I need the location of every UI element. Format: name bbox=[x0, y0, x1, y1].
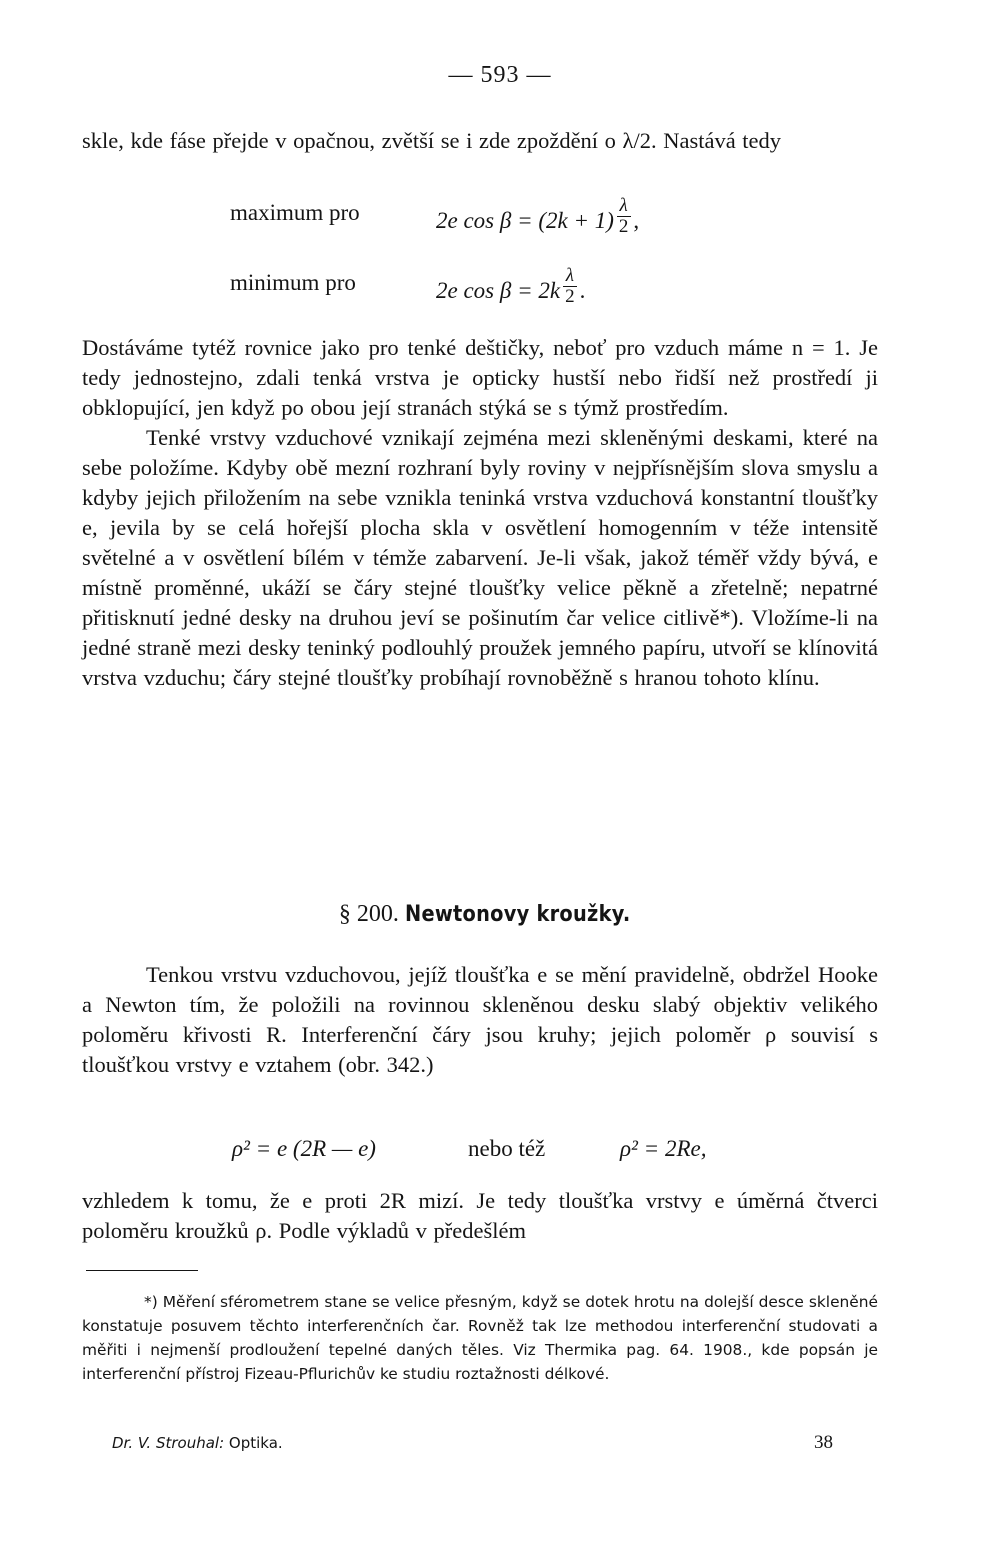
body-text-block bbox=[82, 333, 878, 693]
fraction-numerator: λ bbox=[563, 266, 577, 287]
paragraph-conclusion bbox=[82, 1186, 878, 1246]
fraction bbox=[616, 196, 632, 237]
fraction bbox=[562, 266, 578, 307]
paragraph-text: Tenkou vrstvu vzduchovou, jejíž tloušťka e se mění pravidelně, obdržel Hooke a Newton tím, že položili na rovinnou skleněnou desku slabý objektiv velikého poloměru křivosti R. Interferenční čáry jsou kruhy; jejich poloměr ρ souvisí s tloušťkou vrstvy e vztahem (obr. 342.) bbox=[82, 962, 878, 1077]
equation-tail: , bbox=[633, 207, 640, 233]
equation-left: 2e cos β = (2k + 1) bbox=[436, 207, 614, 233]
equation-body bbox=[436, 195, 640, 241]
footnote-text: *) Měření sférometrem stane se velice přesným, když se dotek hrotu na dolejší desce skleněné konstatuje posuvem těchto interferenčních čar. Rovněž tak lze methodou interferenční studovati a měřiti i nejmenší prodloužení tepelné daných těles. Viz Thermika pag. 64. 1908., kde popsán je interferenční přístroj Fizeau-Pflurichův ke studiu roztažnosti délkové. bbox=[82, 1293, 878, 1383]
footer-author: Dr. V. Strouhal: bbox=[112, 1434, 225, 1452]
paragraph-intro bbox=[82, 126, 878, 156]
fraction-numerator: λ bbox=[617, 196, 631, 217]
equation-left: ρ² = e (2R — e) bbox=[232, 1136, 376, 1161]
footer-credit bbox=[112, 1434, 283, 1452]
sheet-signature: 38 bbox=[814, 1432, 833, 1453]
fraction-denominator: 2 bbox=[618, 216, 629, 237]
paragraph-newton-rings bbox=[82, 960, 878, 1080]
footer-book: Optika. bbox=[228, 1434, 283, 1452]
equation-connector: nebo též bbox=[468, 1136, 546, 1161]
paragraph-text: vzhledem k tomu, že e proti 2R mizí. Je tedy tloušťka vrstvy e úměrná čtverci poloměru kroužků ρ. Podle výkladů v předešlém bbox=[82, 1188, 878, 1243]
section-number: § 200. bbox=[338, 901, 399, 927]
equation-right: ρ² = 2Re, bbox=[620, 1136, 707, 1161]
paragraph-text: skle, kde fáse přejde v opačnou, zvětší se i zde zpoždění o λ/2. Nastává tedy bbox=[82, 128, 782, 153]
paragraph-air-layers: Tenké vrstvy vzduchové vznikají zejména mezi skleněnými deskami, které na sebe položíme. Kdyby obě mezní rozhraní byly roviny v nejpřísnějším slova smyslu a kdyby jejich přiložením na sebe vznikla teninká vrstva vzduchová konstantní tloušťky e, jevila by se celá hořejší plocha skla v osvětlení homogenním v téže intensitě světelné a v osvětlení bílém v témže zabarvení. Je-li však, jakož téměř vždy bývá, e místně proměnné, ukáží se čáry stejné tloušťky velice pěkně a zřetelně; nepatrné přitisknutí jedné desky na druhou jeví se pošinutím čar velice citlivě*). Vložíme-li na jedné straně mezi desky teninký podlouhlý proužek jemného papíru, utvoří se klínovitá vrstva vzduchu; čáry stejné tloušťky probíhají rovnoběžně s hranou tohoto klínu. bbox=[82, 425, 878, 690]
page-number: — 593 — bbox=[448, 62, 552, 88]
section-heading bbox=[0, 901, 1000, 928]
footnote bbox=[82, 1290, 878, 1386]
equation-left: 2e cos β = 2k bbox=[436, 277, 561, 303]
footnote-divider bbox=[86, 1270, 198, 1271]
equation-tail: . bbox=[579, 277, 586, 303]
equation-body bbox=[436, 265, 586, 311]
paragraph-thin-plates: Dostáváme tytéž rovnice jako pro tenké deštičky, neboť pro vzduch máme n = 1. Je tedy jednostejno, zdali tenká vrstva je opticky hustší nebo řidší než prostředí ji obklopující, jen když po obou její stranách stýká se s týmž prostředím. bbox=[82, 335, 878, 420]
fraction-denominator: 2 bbox=[565, 286, 575, 307]
equation-label: minimum pro bbox=[230, 270, 356, 295]
section-title: Newtonovy kroužky. bbox=[404, 902, 631, 927]
equation-label: maximum pro bbox=[230, 200, 360, 225]
